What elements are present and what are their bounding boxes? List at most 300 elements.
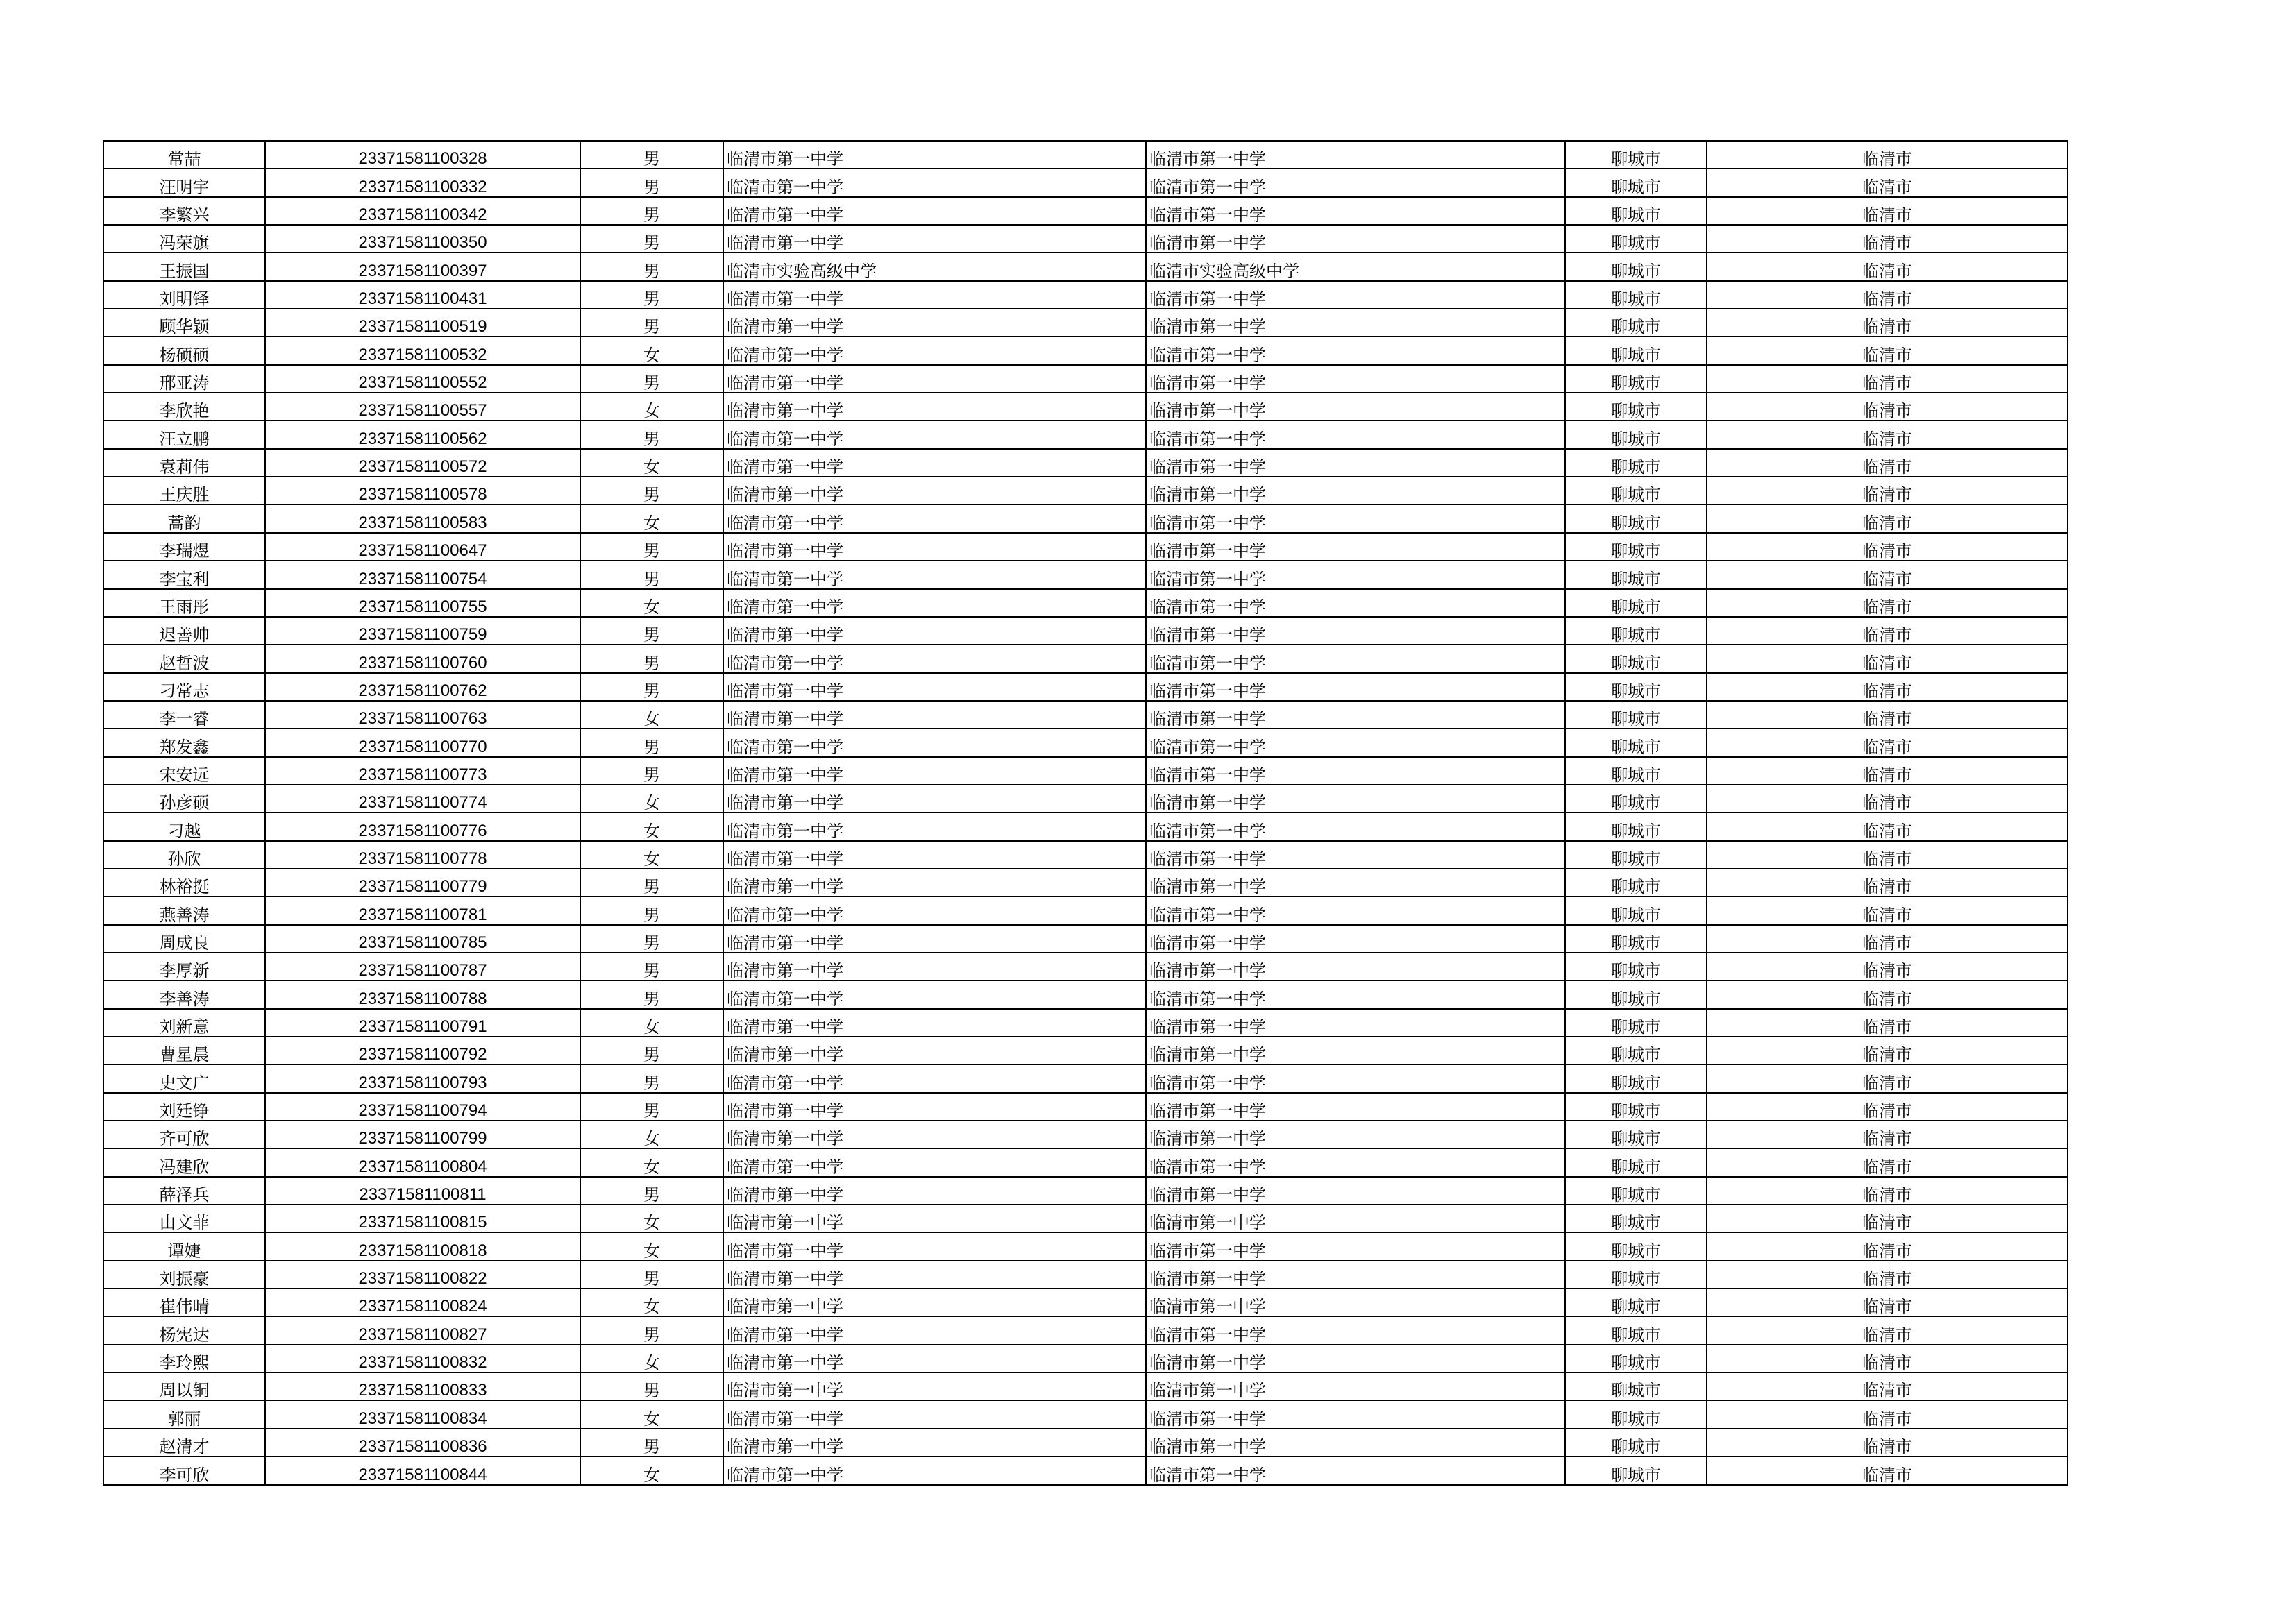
exam-id-cell: 23371581100804 [265, 1148, 580, 1176]
table-row [103, 1232, 2068, 1260]
city-cell: 聊城市 [1565, 645, 1707, 672]
table-row [103, 1456, 2068, 1484]
city-cell: 聊城市 [1565, 841, 1707, 869]
student-name-cell: 曹星晨 [103, 1037, 265, 1064]
county-cell: 临清市 [1707, 925, 2068, 953]
school-cell: 临清市第一中学 [723, 813, 1146, 840]
school-cell-secondary: 临清市第一中学 [1146, 169, 1565, 196]
student-name-cell: 齐可欣 [103, 1121, 265, 1148]
exam-id-cell: 23371581100773 [265, 757, 580, 785]
exam-id-cell: 23371581100781 [265, 897, 580, 924]
gender-cell: 男 [580, 953, 723, 980]
student-name-cell: 赵哲波 [103, 645, 265, 672]
city-cell: 聊城市 [1565, 337, 1707, 364]
county-cell: 临清市 [1707, 533, 2068, 561]
school-cell: 临清市第一中学 [723, 449, 1146, 477]
county-cell: 临清市 [1707, 953, 2068, 980]
student-name-cell: 蒿韵 [103, 504, 265, 532]
city-cell: 聊城市 [1565, 1093, 1707, 1121]
exam-id-cell: 23371581100552 [265, 365, 580, 393]
city-cell: 聊城市 [1565, 1064, 1707, 1092]
city-cell: 聊城市 [1565, 589, 1707, 617]
city-cell: 聊城市 [1565, 1345, 1707, 1373]
school-cell: 临清市第一中学 [723, 953, 1146, 980]
gender-cell: 女 [580, 449, 723, 477]
gender-cell: 男 [580, 1261, 723, 1289]
student-name-cell: 宋安远 [103, 757, 265, 785]
city-cell: 聊城市 [1565, 253, 1707, 280]
school-cell: 临清市第一中学 [723, 1232, 1146, 1260]
student-name-cell: 王振国 [103, 253, 265, 280]
school-cell-secondary: 临清市第一中学 [1146, 869, 1565, 897]
table-row [103, 1064, 2068, 1092]
student-name-cell: 冯建欣 [103, 1148, 265, 1176]
school-cell-secondary: 临清市第一中学 [1146, 1373, 1565, 1400]
school-cell: 临清市第一中学 [723, 225, 1146, 253]
exam-id-cell: 23371581100834 [265, 1400, 580, 1428]
student-name-cell: 史文广 [103, 1064, 265, 1092]
table-row [103, 504, 2068, 532]
school-cell-secondary: 临清市第一中学 [1146, 617, 1565, 645]
city-cell: 聊城市 [1565, 1177, 1707, 1205]
student-name-cell: 顾华颖 [103, 309, 265, 337]
table-row [103, 365, 2068, 393]
county-cell: 临清市 [1707, 1316, 2068, 1344]
school-cell: 临清市第一中学 [723, 1373, 1146, 1400]
gender-cell: 男 [580, 617, 723, 645]
school-cell: 临清市第一中学 [723, 504, 1146, 532]
county-cell: 临清市 [1707, 561, 2068, 588]
school-cell-secondary: 临清市第一中学 [1146, 1009, 1565, 1037]
exam-id-cell: 23371581100778 [265, 841, 580, 869]
city-cell: 聊城市 [1565, 197, 1707, 225]
student-name-cell: 周成良 [103, 925, 265, 953]
school-cell-secondary: 临清市第一中学 [1146, 589, 1565, 617]
school-cell-secondary: 临清市第一中学 [1146, 1205, 1565, 1232]
school-cell: 临清市第一中学 [723, 1345, 1146, 1373]
city-cell: 聊城市 [1565, 420, 1707, 448]
table-row [103, 1037, 2068, 1064]
table-row [103, 393, 2068, 420]
county-cell: 临清市 [1707, 673, 2068, 701]
school-cell-secondary: 临清市第一中学 [1146, 980, 1565, 1008]
student-name-cell: 刁常志 [103, 673, 265, 701]
table-row [103, 953, 2068, 980]
school-cell: 临清市第一中学 [723, 1429, 1146, 1456]
school-cell-secondary: 临清市第一中学 [1146, 1148, 1565, 1176]
student-name-cell: 由文菲 [103, 1205, 265, 1232]
school-cell: 临清市第一中学 [723, 1093, 1146, 1121]
city-cell: 聊城市 [1565, 980, 1707, 1008]
gender-cell: 女 [580, 1289, 723, 1316]
gender-cell: 女 [580, 1456, 723, 1484]
school-cell: 临清市第一中学 [723, 673, 1146, 701]
school-cell-secondary: 临清市第一中学 [1146, 729, 1565, 756]
exam-id-cell: 23371581100779 [265, 869, 580, 897]
gender-cell: 女 [580, 1205, 723, 1232]
table-row [103, 617, 2068, 645]
school-cell: 临清市第一中学 [723, 141, 1146, 169]
school-cell-secondary: 临清市第一中学 [1146, 757, 1565, 785]
gender-cell: 女 [580, 841, 723, 869]
school-cell-secondary: 临清市第一中学 [1146, 1093, 1565, 1121]
exam-id-cell: 23371581100787 [265, 953, 580, 980]
county-cell: 临清市 [1707, 1148, 2068, 1176]
student-name-cell: 刘廷铮 [103, 1093, 265, 1121]
school-cell: 临清市第一中学 [723, 757, 1146, 785]
school-cell-secondary: 临清市第一中学 [1146, 1456, 1565, 1484]
gender-cell: 男 [580, 197, 723, 225]
city-cell: 聊城市 [1565, 1429, 1707, 1456]
table-row [103, 729, 2068, 756]
city-cell: 聊城市 [1565, 869, 1707, 897]
table-row [103, 253, 2068, 280]
exam-id-cell: 23371581100793 [265, 1064, 580, 1092]
school-cell-secondary: 临清市第一中学 [1146, 1400, 1565, 1428]
school-cell-secondary: 临清市第一中学 [1146, 953, 1565, 980]
school-cell-secondary: 临清市第一中学 [1146, 477, 1565, 504]
table-row [103, 141, 2068, 169]
county-cell: 临清市 [1707, 253, 2068, 280]
student-name-cell: 汪立鹏 [103, 420, 265, 448]
city-cell: 聊城市 [1565, 504, 1707, 532]
gender-cell: 女 [580, 1148, 723, 1176]
table-row [103, 449, 2068, 477]
school-cell: 临清市实验高级中学 [723, 253, 1146, 280]
student-name-cell: 刘振豪 [103, 1261, 265, 1289]
table-row [103, 561, 2068, 588]
school-cell: 临清市第一中学 [723, 393, 1146, 420]
school-cell: 临清市第一中学 [723, 337, 1146, 364]
city-cell: 聊城市 [1565, 1316, 1707, 1344]
city-cell: 聊城市 [1565, 1400, 1707, 1428]
city-cell: 聊城市 [1565, 1037, 1707, 1064]
school-cell: 临清市第一中学 [723, 477, 1146, 504]
county-cell: 临清市 [1707, 337, 2068, 364]
table-row [103, 701, 2068, 729]
student-list-table [103, 140, 2068, 1486]
school-cell: 临清市第一中学 [723, 1316, 1146, 1344]
table-row [103, 645, 2068, 672]
city-cell: 聊城市 [1565, 533, 1707, 561]
gender-cell: 女 [580, 589, 723, 617]
school-cell-secondary: 临清市第一中学 [1146, 504, 1565, 532]
school-cell-secondary: 临清市第一中学 [1146, 449, 1565, 477]
school-cell-secondary: 临清市第一中学 [1146, 1345, 1565, 1373]
city-cell: 聊城市 [1565, 1205, 1707, 1232]
school-cell: 临清市第一中学 [723, 533, 1146, 561]
school-cell: 临清市第一中学 [723, 1289, 1146, 1316]
exam-id-cell: 23371581100397 [265, 253, 580, 280]
exam-id-cell: 23371581100562 [265, 420, 580, 448]
table-row [103, 925, 2068, 953]
table-row [103, 1373, 2068, 1400]
city-cell: 聊城市 [1565, 617, 1707, 645]
gender-cell: 男 [580, 729, 723, 756]
school-cell: 临清市第一中学 [723, 1148, 1146, 1176]
student-name-cell: 刁越 [103, 813, 265, 840]
county-cell: 临清市 [1707, 420, 2068, 448]
exam-id-cell: 23371581100792 [265, 1037, 580, 1064]
gender-cell: 男 [580, 281, 723, 309]
county-cell: 临清市 [1707, 1400, 2068, 1428]
school-cell-secondary: 临清市第一中学 [1146, 1177, 1565, 1205]
school-cell: 临清市第一中学 [723, 980, 1146, 1008]
student-name-cell: 李厚新 [103, 953, 265, 980]
table-row [103, 533, 2068, 561]
table-row [103, 1009, 2068, 1037]
county-cell: 临清市 [1707, 1373, 2068, 1400]
county-cell: 临清市 [1707, 477, 2068, 504]
student-name-cell: 杨硕硕 [103, 337, 265, 364]
table-row [103, 897, 2068, 924]
school-cell: 临清市第一中学 [723, 365, 1146, 393]
county-cell: 临清市 [1707, 309, 2068, 337]
table-row [103, 673, 2068, 701]
school-cell: 临清市第一中学 [723, 309, 1146, 337]
student-name-cell: 刘明铎 [103, 281, 265, 309]
student-name-cell: 周以铜 [103, 1373, 265, 1400]
city-cell: 聊城市 [1565, 225, 1707, 253]
exam-id-cell: 23371581100824 [265, 1289, 580, 1316]
gender-cell: 男 [580, 869, 723, 897]
table-row [103, 281, 2068, 309]
county-cell: 临清市 [1707, 729, 2068, 756]
exam-id-cell: 23371581100532 [265, 337, 580, 364]
exam-id-cell: 23371581100431 [265, 281, 580, 309]
school-cell: 临清市第一中学 [723, 869, 1146, 897]
school-cell: 临清市第一中学 [723, 197, 1146, 225]
school-cell-secondary: 临清市第一中学 [1146, 141, 1565, 169]
city-cell: 聊城市 [1565, 897, 1707, 924]
exam-id-cell: 23371581100557 [265, 393, 580, 420]
exam-id-cell: 23371581100832 [265, 1345, 580, 1373]
school-cell-secondary: 临清市第一中学 [1146, 785, 1565, 813]
county-cell: 临清市 [1707, 785, 2068, 813]
gender-cell: 女 [580, 1009, 723, 1037]
exam-id-cell: 23371581100572 [265, 449, 580, 477]
county-cell: 临清市 [1707, 141, 2068, 169]
school-cell: 临清市第一中学 [723, 281, 1146, 309]
city-cell: 聊城市 [1565, 785, 1707, 813]
table-row [103, 589, 2068, 617]
exam-id-cell: 23371581100788 [265, 980, 580, 1008]
gender-cell: 男 [580, 141, 723, 169]
student-name-cell: 谭婕 [103, 1232, 265, 1260]
table-row [103, 420, 2068, 448]
table-row [103, 1261, 2068, 1289]
county-cell: 临清市 [1707, 1429, 2068, 1456]
city-cell: 聊城市 [1565, 673, 1707, 701]
exam-id-cell: 23371581100774 [265, 785, 580, 813]
gender-cell: 女 [580, 701, 723, 729]
table-row [103, 869, 2068, 897]
table-row [103, 1289, 2068, 1316]
school-cell-secondary: 临清市实验高级中学 [1146, 253, 1565, 280]
city-cell: 聊城市 [1565, 365, 1707, 393]
school-cell: 临清市第一中学 [723, 1064, 1146, 1092]
exam-id-cell: 23371581100583 [265, 504, 580, 532]
gender-cell: 男 [580, 309, 723, 337]
table-row [103, 1400, 2068, 1428]
school-cell-secondary: 临清市第一中学 [1146, 1289, 1565, 1316]
exam-id-cell: 23371581100833 [265, 1373, 580, 1400]
student-name-cell: 王雨彤 [103, 589, 265, 617]
county-cell: 临清市 [1707, 393, 2068, 420]
gender-cell: 女 [580, 813, 723, 840]
county-cell: 临清市 [1707, 701, 2068, 729]
exam-id-cell: 23371581100342 [265, 197, 580, 225]
county-cell: 临清市 [1707, 841, 2068, 869]
county-cell: 临清市 [1707, 589, 2068, 617]
exam-id-cell: 23371581100827 [265, 1316, 580, 1344]
student-name-cell: 常喆 [103, 141, 265, 169]
student-name-cell: 孙欣 [103, 841, 265, 869]
city-cell: 聊城市 [1565, 925, 1707, 953]
exam-id-cell: 23371581100776 [265, 813, 580, 840]
county-cell: 临清市 [1707, 645, 2068, 672]
county-cell: 临清市 [1707, 869, 2068, 897]
gender-cell: 男 [580, 1093, 723, 1121]
county-cell: 临清市 [1707, 1037, 2068, 1064]
county-cell: 临清市 [1707, 980, 2068, 1008]
city-cell: 聊城市 [1565, 169, 1707, 196]
school-cell-secondary: 临清市第一中学 [1146, 897, 1565, 924]
school-cell: 临清市第一中学 [723, 925, 1146, 953]
school-cell-secondary: 临清市第一中学 [1146, 1064, 1565, 1092]
county-cell: 临清市 [1707, 1121, 2068, 1148]
student-name-cell: 燕善涛 [103, 897, 265, 924]
table-row [103, 757, 2068, 785]
school-cell-secondary: 临清市第一中学 [1146, 1316, 1565, 1344]
exam-id-cell: 23371581100799 [265, 1121, 580, 1148]
city-cell: 聊城市 [1565, 281, 1707, 309]
exam-id-cell: 23371581100844 [265, 1456, 580, 1484]
table-row [103, 841, 2068, 869]
student-name-cell: 赵清才 [103, 1429, 265, 1456]
gender-cell: 男 [580, 1373, 723, 1400]
city-cell: 聊城市 [1565, 1456, 1707, 1484]
student-name-cell: 王庆胜 [103, 477, 265, 504]
county-cell: 临清市 [1707, 504, 2068, 532]
gender-cell: 女 [580, 1345, 723, 1373]
school-cell: 临清市第一中学 [723, 1037, 1146, 1064]
table-row [103, 197, 2068, 225]
county-cell: 临清市 [1707, 897, 2068, 924]
exam-id-cell: 23371581100759 [265, 617, 580, 645]
school-cell: 临清市第一中学 [723, 645, 1146, 672]
school-cell: 临清市第一中学 [723, 785, 1146, 813]
gender-cell: 女 [580, 1400, 723, 1428]
gender-cell: 女 [580, 785, 723, 813]
table-row [103, 1205, 2068, 1232]
school-cell: 临清市第一中学 [723, 897, 1146, 924]
school-cell-secondary: 临清市第一中学 [1146, 645, 1565, 672]
school-cell: 临清市第一中学 [723, 1205, 1146, 1232]
table-row [103, 980, 2068, 1008]
table-row [103, 813, 2068, 840]
county-cell: 临清市 [1707, 1261, 2068, 1289]
student-name-cell: 李繁兴 [103, 197, 265, 225]
school-cell-secondary: 临清市第一中学 [1146, 393, 1565, 420]
student-name-cell: 李善涛 [103, 980, 265, 1008]
exam-id-cell: 23371581100755 [265, 589, 580, 617]
exam-id-cell: 23371581100754 [265, 561, 580, 588]
school-cell-secondary: 临清市第一中学 [1146, 1261, 1565, 1289]
school-cell-secondary: 临清市第一中学 [1146, 701, 1565, 729]
county-cell: 临清市 [1707, 225, 2068, 253]
gender-cell: 男 [580, 673, 723, 701]
student-name-cell: 林裕挺 [103, 869, 265, 897]
table-row [103, 1345, 2068, 1373]
school-cell: 临清市第一中学 [723, 589, 1146, 617]
gender-cell: 男 [580, 225, 723, 253]
school-cell-secondary: 临清市第一中学 [1146, 281, 1565, 309]
school-cell: 临清市第一中学 [723, 729, 1146, 756]
student-name-cell: 刘新意 [103, 1009, 265, 1037]
school-cell: 临清市第一中学 [723, 1456, 1146, 1484]
gender-cell: 女 [580, 337, 723, 364]
table-row [103, 1148, 2068, 1176]
city-cell: 聊城市 [1565, 813, 1707, 840]
city-cell: 聊城市 [1565, 701, 1707, 729]
table-row [103, 1121, 2068, 1148]
student-name-cell: 迟善帅 [103, 617, 265, 645]
city-cell: 聊城市 [1565, 1121, 1707, 1148]
exam-id-cell: 23371581100332 [265, 169, 580, 196]
city-cell: 聊城市 [1565, 1009, 1707, 1037]
gender-cell: 男 [580, 645, 723, 672]
table-row [103, 785, 2068, 813]
exam-id-cell: 23371581100762 [265, 673, 580, 701]
table-row [103, 1177, 2068, 1205]
gender-cell: 男 [580, 897, 723, 924]
city-cell: 聊城市 [1565, 1373, 1707, 1400]
school-cell-secondary: 临清市第一中学 [1146, 337, 1565, 364]
exam-id-cell: 23371581100785 [265, 925, 580, 953]
city-cell: 聊城市 [1565, 309, 1707, 337]
county-cell: 临清市 [1707, 1009, 2068, 1037]
school-cell: 临清市第一中学 [723, 617, 1146, 645]
city-cell: 聊城市 [1565, 393, 1707, 420]
school-cell-secondary: 临清市第一中学 [1146, 813, 1565, 840]
city-cell: 聊城市 [1565, 449, 1707, 477]
gender-cell: 男 [580, 1177, 723, 1205]
student-name-cell: 李一睿 [103, 701, 265, 729]
gender-cell: 男 [580, 169, 723, 196]
city-cell: 聊城市 [1565, 1261, 1707, 1289]
exam-id-cell: 23371581100818 [265, 1232, 580, 1260]
gender-cell: 男 [580, 477, 723, 504]
county-cell: 临清市 [1707, 1456, 2068, 1484]
student-name-cell: 孙彦硕 [103, 785, 265, 813]
school-cell-secondary: 临清市第一中学 [1146, 673, 1565, 701]
gender-cell: 男 [580, 980, 723, 1008]
school-cell: 临清市第一中学 [723, 701, 1146, 729]
school-cell-secondary: 临清市第一中学 [1146, 1121, 1565, 1148]
gender-cell: 男 [580, 561, 723, 588]
gender-cell: 男 [580, 1037, 723, 1064]
school-cell-secondary: 临清市第一中学 [1146, 1429, 1565, 1456]
school-cell-secondary: 临清市第一中学 [1146, 197, 1565, 225]
school-cell: 临清市第一中学 [723, 1177, 1146, 1205]
school-cell-secondary: 临清市第一中学 [1146, 309, 1565, 337]
county-cell: 临清市 [1707, 1093, 2068, 1121]
gender-cell: 女 [580, 504, 723, 532]
county-cell: 临清市 [1707, 449, 2068, 477]
student-name-cell: 汪明宇 [103, 169, 265, 196]
gender-cell: 男 [580, 533, 723, 561]
